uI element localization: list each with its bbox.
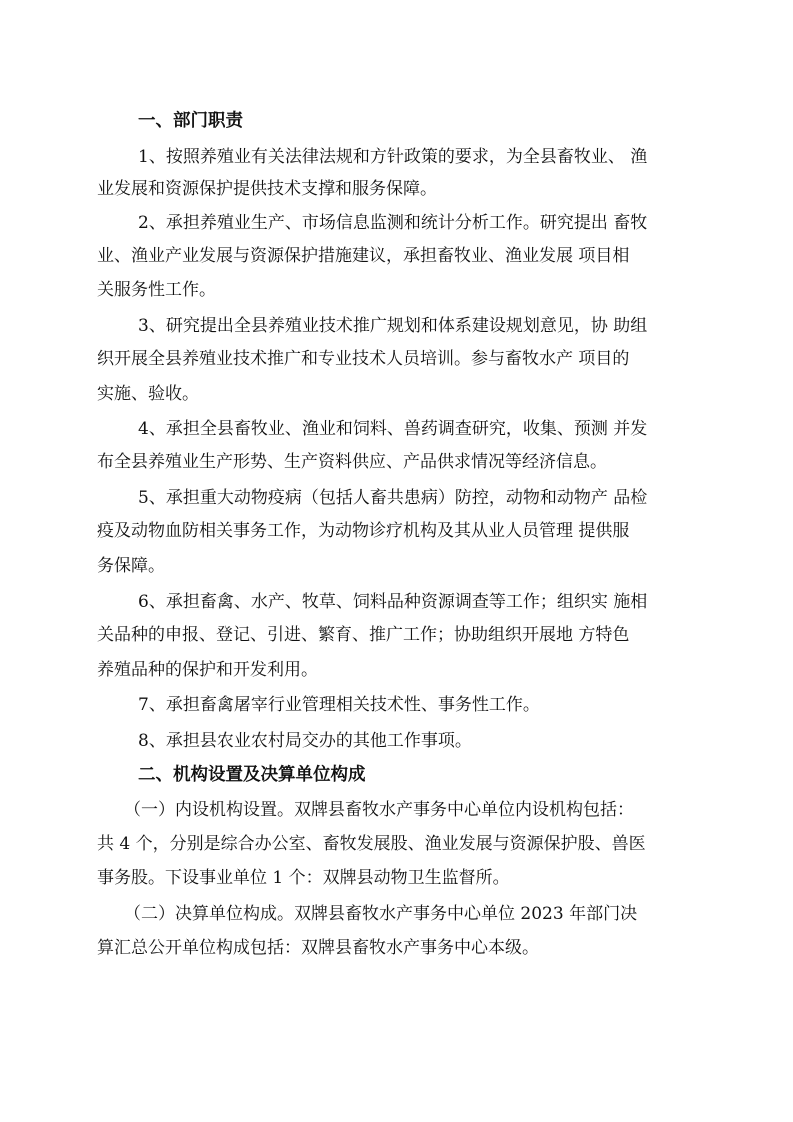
duty-4-line-1: 4、承担全县畜牧业、渔业和饲料、兽药调查研究，收集、预测 并发	[138, 419, 648, 439]
duty-5-line-3: 务保障。	[97, 556, 165, 576]
duty-3-line-3: 实施、验收。	[97, 384, 199, 404]
duty-3-line-2: 织开展全县养殖业技术推广和专业技术人员培训。参与畜牧水产 项目的	[97, 349, 630, 369]
duty-2-line-1: 2、承担养殖业生产、市场信息监测和统计分析工作。研究提出 畜牧	[138, 213, 648, 233]
duty-8-line-1: 8、承担县农业农村局交办的其他工作事项。	[138, 731, 472, 751]
duty-2-line-2: 业、渔业产业发展与资源保护措施建议，承担畜牧业、渔业发展 项目相	[97, 246, 630, 266]
org-2-line-1: （二）决算单位构成。双牌县畜牧水产事务中心单位 2023 年部门决	[124, 904, 638, 924]
duty-7-line-1: 7、承担畜禽屠宰行业管理相关技术性、事务性工作。	[138, 695, 540, 715]
duty-5-line-1: 5、承担重大动物疫病（包括人畜共患病）防控，动物和动物产 品检	[138, 488, 648, 508]
duty-3-line-1: 3、研究提出全县养殖业技术推广规划和体系建设规划意见，协 助组	[138, 316, 648, 336]
duty-6-line-1: 6、承担畜禽、水产、牧草、饲料品种资源调查等工作；组织实 施相	[138, 592, 648, 612]
duty-1-line-2: 业发展和资源保护提供技术支撑和服务保障。	[97, 179, 437, 199]
duty-6-line-2: 关品种的申报、登记、引进、繁育、推广工作；协助组织开展地 方特色	[97, 625, 630, 645]
duty-1-line-1: 1、按照养殖业有关法律法规和方针政策的要求，为全县畜牧业、 渔	[138, 147, 648, 167]
section-heading-organization: 二、机构设置及决算单位构成	[138, 765, 366, 785]
org-1-line-3: 事务股。下设事业单位 1 个：双牌县动物卫生监督所。	[97, 868, 510, 888]
org-1-line-1: （一）内设机构设置。双牌县畜牧水产事务中心单位内设机构包括：	[124, 800, 634, 820]
duty-6-line-3: 养殖品种的保护和开发利用。	[97, 660, 318, 680]
org-1-line-2: 共 4 个，分别是综合办公室、畜牧发展股、渔业发展与资源保护股、兽医	[97, 834, 646, 854]
duty-4-line-2: 布全县养殖业生产形势、生产资料供应、产品供求情况等经济信息。	[97, 452, 607, 472]
duty-2-line-3: 关服务性工作。	[97, 280, 216, 300]
org-2-line-2: 算汇总公开单位构成包括：双牌县畜牧水产事务中心本级。	[97, 938, 539, 958]
duty-5-line-2: 疫及动物血防相关事务工作，为动物诊疗机构及其从业人员管理 提供服	[97, 521, 630, 541]
section-heading-duties: 一、部门职责	[138, 111, 243, 131]
